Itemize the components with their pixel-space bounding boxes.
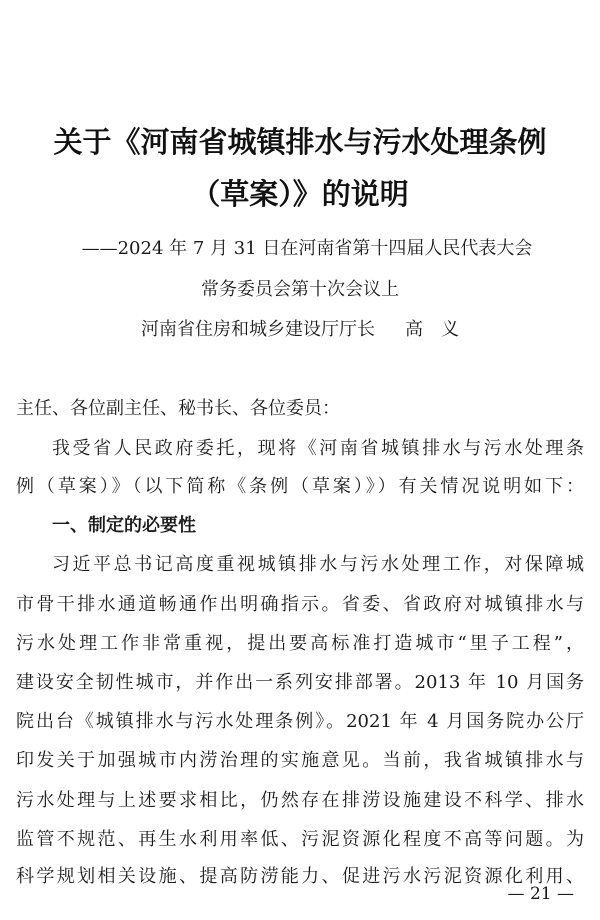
paragraph-line-6: 印发关于加强城市内涝治理的实施意见。当前，我省城镇排水与 <box>16 750 584 771</box>
paragraph-line-2: 市骨干排水通道畅通作出明确指示。省委、省政府对城镇排水与 <box>16 594 584 615</box>
paragraph-line-8: 监管不规范、再生水利用率低、污泥资源化程度不高等问题。为 <box>16 829 584 850</box>
paragraph-line-1: 习近平总书记高度重视城镇排水与污水处理工作，对保障城 <box>52 554 584 575</box>
intro-line-2: 例（草案）》（以下简称《条例（草案）》）有关情况说明如下： <box>16 476 584 497</box>
paragraph-line-4: 建设安全韧性城市，并作出一系列安排部署。2013 年 10 月国务 <box>16 672 584 693</box>
paragraph-line-9: 科学规划相关设施、提高防涝能力、促进污水污泥资源化利用、 <box>16 866 584 887</box>
speaker-name: 高 义 <box>405 319 459 340</box>
speaker-line <box>0 315 600 341</box>
intro-line-1: 我受省人民政府委托，现将《河南省城镇排水与污水处理条 <box>52 438 584 459</box>
paragraph-line-7: 污水处理与上述要求相比，仍然存在排涝设施建设不科学、排水 <box>16 790 584 811</box>
document-title-line-2: （草案）》的说明 <box>191 177 409 211</box>
section-heading-necessity: 一、制定的必要性 <box>52 515 196 536</box>
subtitle-date-venue: ——2024 年 7 月 31 日在河南省第十四届人民代表大会 <box>81 238 533 259</box>
page-number: — 21 — <box>507 884 574 904</box>
paragraph-line-3: 污水处理工作非常重视，提出要高标准打造城市“里子工程”， <box>16 633 584 654</box>
paragraph-line-5: 院出台《城镇排水与污水处理条例》。2021 年 4 月国务院办公厅 <box>16 711 584 732</box>
document-title-line-1: 关于《河南省城镇排水与污水处理条例 <box>53 125 547 159</box>
speaker-title: 河南省住房和城乡建设厅厅长 <box>141 319 375 340</box>
subtitle-session: 常务委员会第十次会议上 <box>201 279 399 300</box>
salutation: 主任、各位副主任、秘书长、各位委员： <box>16 398 340 419</box>
